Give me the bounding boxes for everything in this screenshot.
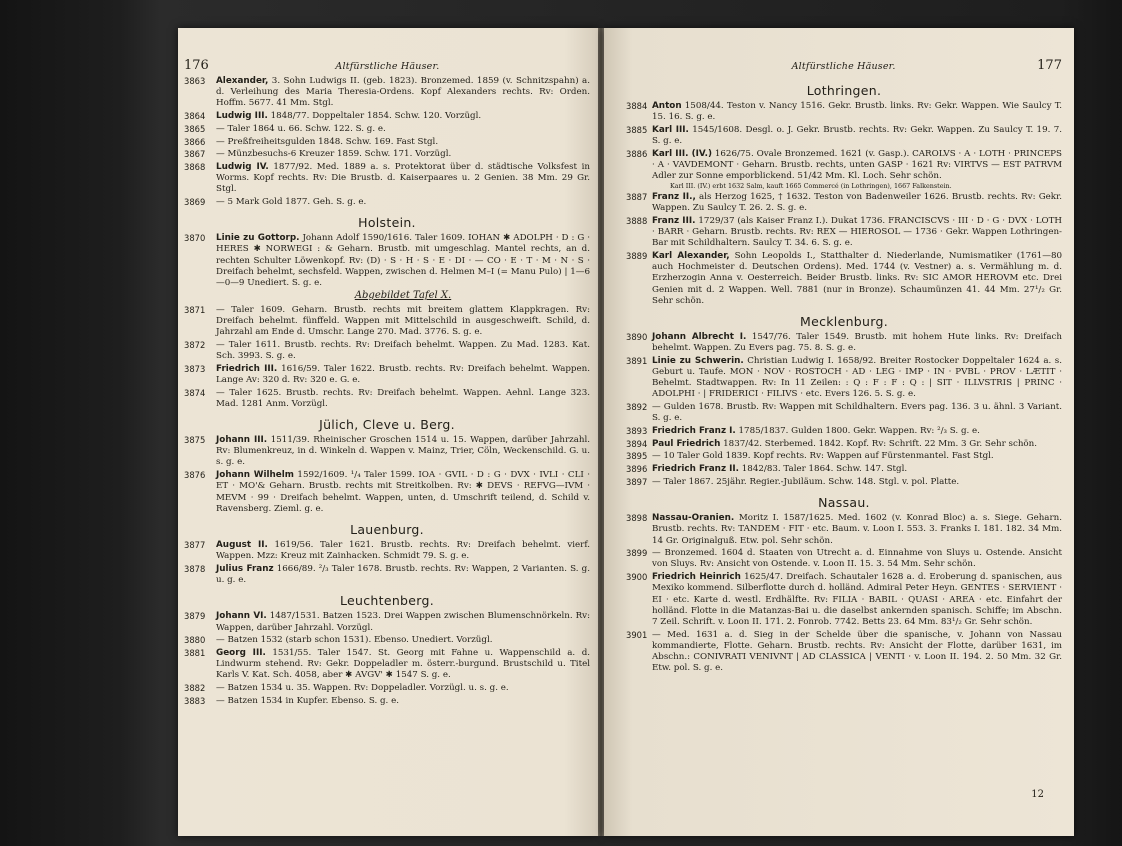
lot-number: 3887 <box>626 191 648 202</box>
catalog-entry <box>626 251 1062 307</box>
catalog-entry <box>184 162 590 196</box>
lot-text: 1626/75. Ovale Bronzemed. 1621 (v. Gasp.). CAROLVS · A · LOTH · PRINCEPS · A · VAVDEMONT · Geharn. Brustb. rechts, unten GASP · 1621 Rv: VIRTVS — EST PATRVM Adler zur Sonne emporblickend. 51/42 Mm. Kl. Loch. Sehr schön. <box>652 148 1062 182</box>
ruler-name: Johann III. <box>216 435 268 446</box>
catalog-entry <box>626 548 1062 570</box>
section-title: Lothringen. <box>806 83 882 98</box>
lot-description <box>652 216 1062 250</box>
lot-description <box>216 305 590 339</box>
lot-text: 1842/83. Taler 1864. Schw. 147. Stgl. <box>741 464 908 475</box>
catalog-entry <box>184 470 590 515</box>
ruler-name: Julius Franz <box>216 563 274 574</box>
lot-number: 3896 <box>626 464 648 475</box>
lot-description <box>652 332 1062 354</box>
lot-number: 3894 <box>626 438 648 449</box>
lot-text: 1592/1609. ¹/₄ Taler 1599. IOA · GVIL · D : G · DVX · IVLI · CLI · ET · MO'& Geharn. Brustb. rechts mit Streitkolben. Rv: ✱ DEVS · REFVG—IVM · MEVM · 99 · Dreifach behelmt. Wappen, unten, d. Umschrift teilend, d. Schild v. Ravensberg. Zieml. g. e. <box>216 470 591 514</box>
lot-description <box>216 696 590 707</box>
lot-number: 3874 <box>184 387 206 398</box>
lot-number: 3863 <box>184 76 206 86</box>
lot-description <box>216 364 590 386</box>
lot-text: — Batzen 1534 u. 35. Wappen. Rv: Doppeladler. Vorzügl. u. s. g. e. <box>216 683 509 694</box>
lot-number: 3872 <box>184 339 206 350</box>
catalog-entry <box>184 197 590 208</box>
section-title: Lauenburg. <box>350 522 424 537</box>
catalog-entry <box>626 149 1062 191</box>
lot-description <box>216 470 590 515</box>
lot-number: 3869 <box>184 197 206 208</box>
lot-number: 3867 <box>184 149 206 160</box>
lot-number: 3878 <box>184 563 206 574</box>
lot-description <box>216 435 590 469</box>
catalog-entry <box>184 540 590 562</box>
lot-text: 1616/59. Taler 1622. Brustb. rechts. Rv: Dreifach behelmt. Wappen. Lange Av: 320 d. Rv: 320 e. G. e. <box>216 363 590 385</box>
catalog-entry <box>184 696 590 707</box>
right-page-body <box>626 83 1062 674</box>
lot-text: 1545/1608. Desgl. o. J. Gekr. Brustb. rechts. Rv: Gekr. Wappen. Zu Saulcy T. 19. 7. S. g. e. <box>652 124 1062 147</box>
lot-text: — Med. 1631 a. d. Sieg in der Schelde über die spanische, v. Johann von Nassau kommandierte, Flotte. Geharn. Brustb. rechts. Rv: Ansicht der Flotte, darüber 1631, im Abschn.: CONIVRATI VENIVNT | AD CLASSICA | VENTI · v. Loon II. 194. 2. 50 Mm. 32 Gr. Etw. pol. S. g. e. <box>652 629 1062 674</box>
lot-text: 1729/37 (als Kaiser Franz I.). Dukat 1736. FRANCISCVS · III · D · G · DVX · LOTH · BARR · Geharn. Brustb. rechts. Rv: REX — HIEROSOL — 1736 · Gekr. Wappen Lothringen-Bar mit Schildhaltern. Saulcy T. 34. 6. S. g. e. <box>652 215 1063 249</box>
lot-number: 3870 <box>184 233 206 244</box>
catalog-entry <box>626 426 1062 437</box>
catalog-entry <box>184 564 590 586</box>
lot-description <box>216 340 590 362</box>
lot-text: — Taler 1867. 25jähr. Regier.-Jubiläum. Schw. 148. Stgl. v. pol. Platte. <box>652 476 960 487</box>
lot-text: 1508/44. Teston v. Nancy 1516. Gekr. Brustb. links. Rv: Gekr. Wappen. Wie Saulcy T. 15. 16. S. g. e. <box>652 101 1062 123</box>
catalog-entry <box>626 630 1062 675</box>
folio-signature: 12 <box>1031 789 1044 800</box>
catalog-entry <box>626 332 1062 354</box>
lot-number: 3882 <box>184 683 206 694</box>
lot-description <box>216 388 590 410</box>
lot-text: — Taler 1625. Brustb. rechts. Rv: Dreifach behelmt. Wappen. Aehnl. Lange 323. Mad. 1281 Anm. Vorzügl. <box>216 387 590 409</box>
catalog-entry <box>184 683 590 694</box>
lot-number: 3873 <box>184 363 206 374</box>
catalog-entry <box>626 477 1062 488</box>
ruler-name: Anton <box>652 101 682 111</box>
ruler-name: Johann Albrecht I. <box>652 331 747 342</box>
lot-number: 3895 <box>626 451 648 462</box>
lot-number: 3876 <box>184 470 206 481</box>
lot-text: 1848/77. Doppeltaler 1854. Schw. 120. Vorzügl. <box>270 111 482 122</box>
lot-description <box>652 149 1062 191</box>
catalog-entry <box>626 216 1062 250</box>
lot-number: 3891 <box>626 355 648 366</box>
lot-text: Moritz I. 1587/1625. Med. 1602 (v. Konrad Bloc) a. s. Siege. Geharn. Brustb. rechts. Rv: TANDEM · FIT · etc. Baum. v. Loon I. 553. 3. Franks I. 181. 182. 34 Mm. 14 Gr. Originalguß. Etw. pol. Sehr schön. <box>652 513 1062 546</box>
lot-number: 3893 <box>626 426 648 437</box>
lot-description <box>216 683 590 694</box>
lot-number: 3871 <box>184 304 206 315</box>
right-running-title: Altfürstliche Häuser. <box>791 61 896 72</box>
catalog-entry <box>626 451 1062 462</box>
lot-text: 1511/39. Rheinischer Groschen 1514 u. 15. Wappen, darüber Jahrzahl. Rv: Blumenkreuz, in d. Winkeln d. Wappen v. Mainz, Trier, Cöln, Weckenschild. G. u. s. g. e. <box>216 435 591 468</box>
lot-description <box>216 233 590 303</box>
lot-number: 3901 <box>626 629 648 640</box>
section-title: Mecklenburg. <box>800 313 888 329</box>
right-running-head <box>626 58 1062 76</box>
lot-description <box>652 513 1062 547</box>
ruler-name: Paul Friedrich <box>652 438 721 449</box>
ruler-name: Ludwig III. <box>216 111 268 122</box>
lot-description <box>652 356 1062 401</box>
lot-number: 3886 <box>626 148 648 159</box>
ruler-name: Franz III. <box>652 215 696 226</box>
catalog-entry <box>184 388 590 410</box>
lot-description <box>216 540 590 562</box>
ruler-name: Nassau-Oranien. <box>652 513 735 524</box>
left-page-body <box>184 76 590 707</box>
ruler-name: Johann VI. <box>216 611 267 622</box>
lot-text: 1619/56. Taler 1621. Brustb. rechts. Rv: Dreifach behelmt. vierf. Wappen. Mzz: Kreuz mit Zainhacken. Schmidt 79. S. g. e. <box>216 540 590 562</box>
catalog-entry <box>184 648 590 682</box>
catalog-entry <box>184 611 590 633</box>
catalog-entry <box>184 233 590 303</box>
lot-text: Johann Adolf 1590/1616. Taler 1609. IOHAN ✱ ADOLPH · D : G · HERES ✱ NORWEGI : & Geharn. Brustb. mit umgeschlag. Mantel rechts, an d. rechten Schulter Löwenkopf. Rv: (D) · S · H · S · E · DI · — CO · E · T · M · N · S · Dreifach behelmt, sechsfeld. Wappen, zwischen d. Helmen M–I (= Manu Pulo) | 1—6—0—9 Unediert. S. g. e. <box>216 233 591 289</box>
lot-text: 1877/92. Med. 1889 a. s. Protektorat über d. städtische Volksfest in Worms. Kopf rechts. Rv: Die Brustb. d. Kaiserpaares u. 2 Genien. 38 Mm. 29 Gr. Stgl. <box>216 161 590 195</box>
lot-text: 1487/1531. Batzen 1523. Drei Wappen zwischen Blumenschnörkeln. Rv: Wappen, darüber Jahrzahl. Vorzügl. <box>216 611 590 633</box>
lot-description <box>216 162 590 196</box>
catalog-entry <box>626 101 1062 123</box>
right-page <box>604 28 1074 836</box>
lot-description <box>652 426 1062 437</box>
lot-description <box>652 125 1062 147</box>
ruler-name: Alexander, <box>216 76 269 86</box>
right-page-number: 177 <box>1037 58 1062 73</box>
ruler-name: Karl Alexander, <box>652 250 730 261</box>
catalog-entry <box>184 111 590 122</box>
ruler-name: Franz II., <box>652 191 696 202</box>
ruler-name: Ludwig IV. <box>216 161 269 172</box>
lot-description <box>216 111 590 122</box>
catalog-entry <box>626 356 1062 401</box>
catalog-entry <box>184 435 590 469</box>
lot-text: 1837/42. Sterbemed. 1842. Kopf. Rv: Schrift. 22 Mm. 3 Gr. Sehr schön. <box>723 438 1038 449</box>
left-page <box>178 28 598 836</box>
lot-number: 3885 <box>626 124 648 135</box>
lot-description <box>216 564 590 586</box>
lot-text: — 5 Mark Gold 1877. Geh. S. g. e. <box>216 197 367 208</box>
catalog-entry <box>184 340 590 362</box>
lot-number: 3866 <box>184 136 206 147</box>
lot-number: 3865 <box>184 123 206 134</box>
catalog-entry <box>626 513 1062 547</box>
lot-description <box>216 137 590 148</box>
ruler-name: August II. <box>216 540 268 550</box>
catalog-entry <box>626 192 1062 214</box>
ruler-name: Friedrich Heinrich <box>652 572 741 583</box>
ruler-name: Johann Wilhelm <box>216 470 294 481</box>
ruler-name: Friedrich III. <box>216 363 278 374</box>
lot-text: — Taler 1611. Brustb. rechts. Rv: Dreifach behelmt. Wappen. Zu Mad. 1283. Kat. Sch. 3993. S. g. e. <box>216 339 590 362</box>
lot-description <box>652 572 1062 628</box>
lot-description <box>652 402 1062 424</box>
lot-text: — Münzbesuchs-6 Kreuzer 1859. Schw. 171. Vorzügl. <box>216 149 452 160</box>
lot-description <box>652 477 1062 488</box>
section-title: Nassau. <box>818 495 870 511</box>
lot-text: 1531/55. Taler 1547. St. Georg mit Fahne u. Wappenschild a. d. Lindwurm stehend. Rv: Gekr. Doppeladler m. österr.-burgund. Brustschild u. Titel Karls V. Kat. Sch. 4058, aber ✱ AVGV' ✱ 1547 S. g. e. <box>216 647 591 681</box>
lot-text: — Batzen 1532 (starb schon 1531). Ebenso. Unediert. Vorzügl. <box>216 635 493 646</box>
catalog-entry <box>626 572 1062 628</box>
lot-number: 3868 <box>184 161 206 172</box>
lot-number: 3892 <box>626 402 648 413</box>
lot-number: 3884 <box>626 101 648 111</box>
catalog-entry <box>184 137 590 148</box>
lot-text: — Batzen 1534 in Kupfer. Ebenso. S. g. e. <box>216 695 399 706</box>
left-running-head <box>184 58 590 76</box>
lot-text: 1666/89. ²/₃ Taler 1678. Brustb. rechts. Rv: Wappen, 2 Varianten. S. g. u. g. e. <box>216 563 591 586</box>
catalog-entry <box>184 305 590 339</box>
lot-description <box>216 197 590 208</box>
lot-description <box>652 101 1062 123</box>
ruler-name: Linie zu Schwerin. <box>652 355 744 366</box>
lot-number: 3890 <box>626 331 648 342</box>
left-running-title: Altfürstliche Häuser. <box>335 61 440 72</box>
ruler-name: Karl III. <box>652 124 689 135</box>
catalog-entry <box>626 464 1062 475</box>
catalog-entry <box>184 149 590 160</box>
ruler-name: Linie zu Gottorp. <box>216 233 300 244</box>
lot-text: 1547/76. Taler 1549. Brustb. mit hohem Hute links. Rv: Dreifach behelmt. Wappen. Zu Evers pag. 75. 8. S. g. e. <box>652 331 1063 354</box>
lot-number: 3880 <box>184 635 206 646</box>
lot-description <box>652 439 1062 450</box>
ruler-name: Friedrich Franz I. <box>652 426 736 437</box>
lot-number: 3864 <box>184 111 206 122</box>
lot-number: 3889 <box>626 250 648 261</box>
lot-text: — Taler 1864 u. 66. Schw. 122. S. g. e. <box>216 123 386 134</box>
lot-number: 3883 <box>184 695 206 706</box>
lot-text: Sohn Leopolds I., Statthalter d. Niederlande, Numismatiker (1761—80 auch Hochmeister d. Deutschen Ordens). Med. 1744 (v. Vestner) a. s. Vermählung m. d. Erzherzogin Anna v. Oesterreich. Beider Brustb. links. Rv: SIC AMOR HEROVM etc. Drei Genien mit d. 2 Wappen. Well. 7881 (nur in Bronze). Schaumünzen 41. 44 Mm. 27¹/₂ Gr. Sehr schön. <box>652 250 1062 306</box>
lot-text: 1785/1837. Gulden 1800. Gekr. Wappen. Rv: ²/₃ S. g. e. <box>738 426 980 437</box>
catalog-entry <box>626 402 1062 424</box>
lot-description <box>216 635 590 646</box>
ruler-name: Friedrich Franz II. <box>652 464 740 475</box>
lot-number: 3898 <box>626 513 648 524</box>
left-page-number: 176 <box>184 58 209 73</box>
catalog-entry <box>184 124 590 135</box>
section-title: Leuchtenberg. <box>339 593 435 609</box>
lot-description <box>652 451 1062 462</box>
catalog-entry <box>626 125 1062 147</box>
lot-text: — Gulden 1678. Brustb. Rv: Wappen mit Schildhaltern. Evers pag. 136. 3 u. ähnl. 3 Variant. S. g. e. <box>652 402 1062 424</box>
lot-text: Christian Ludwig I. 1658/92. Breiter Rostocker Doppeltaler 1624 a. s. Geburt u. Taufe. MON · NOV · ROSTOCH · AD · LEG · IMP · IN · PVBL · PROV · LÆTIT · Behelmt. Stadtwappen. Rv: In 11 Zeilen: : Q : F : F : Q : | SIT · ILLVSTRIS | PRINC · ADOLPHI · | FRIDERICI · FILIVS · etc. Evers 126. 5. S. g. e. <box>652 355 1062 400</box>
lot-text: — Preßfreiheitsgulden 1848. Schw. 169. Fast Stgl. <box>216 136 439 147</box>
lot-description <box>216 648 590 682</box>
lot-description <box>216 124 590 135</box>
lot-text: — Taler 1609. Geharn. Brustb. rechts mit breitem glattem Klappkragen. Rv: Dreifach behelmt. fünffeld. Wappen mit Mittelschild in ausgeschweift. Schild, d. Jahrzahl am Ende d. Umschr. Lange 270. Mad. 3776. S. g. e. <box>216 304 590 338</box>
lot-description <box>652 464 1062 475</box>
lot-number: 3881 <box>184 647 206 658</box>
catalog-entry <box>184 635 590 646</box>
lot-number: 3900 <box>626 572 648 583</box>
lot-description <box>652 630 1062 675</box>
lot-description <box>216 76 590 110</box>
catalog-entry <box>184 364 590 386</box>
lot-number: 3879 <box>184 611 206 622</box>
plate-reference: Abgebildet Tafel X. <box>354 290 452 302</box>
lot-number: 3875 <box>184 435 206 446</box>
lot-description <box>216 611 590 633</box>
section-title: Holstein. <box>358 215 416 231</box>
section-title: Jülich, Cleve u. Berg. <box>319 417 455 433</box>
lot-text: 1625/47. Dreifach. Schautaler 1628 a. d. Eroberung d. spanischen, aus Mexiko kommend. Silberflotte durch d. holländ. Admiral Peter Heyn. GENTES · SERVIENT · EI · etc. Karte d. westl. Erdhälfte. Rv: FILIA · BABIL · QUASI · AREA · etc. Einfahrt der holländ. Flotte in die Matanzas-Bai u. die daselbst ankernden spanisch. Schiffe; im Abschn. 7 Zeil. Schrift. v. Loon II. 171. 2. Fonrob. 7742. Betts 23. 64 Mm. 83¹/₂ Gr. Sehr schön. <box>652 572 1062 627</box>
lot-number: 3899 <box>626 548 648 559</box>
catalog-entry <box>626 439 1062 450</box>
lot-description <box>652 192 1062 214</box>
lot-number: 3897 <box>626 476 648 487</box>
lot-text: 3. Sohn Ludwigs II. (geb. 1823). Bronzemed. 1859 (v. Schnitzspahn) a. d. Verleihung des Maria Theresia-Ordens. Kopf Alexanders rechts. Rv: Orden. Hoffm. 5677. 41 Mm. Stgl. <box>216 76 590 109</box>
lot-description <box>216 149 590 160</box>
footnote: Karl III. (IV.) erbt 1632 Salm, kauft 1665 Commercé (in Lothringen), 1667 Falkenstein. <box>670 182 952 191</box>
lot-number: 3888 <box>626 215 648 226</box>
lot-number: 3877 <box>184 540 206 550</box>
catalog-entry <box>184 76 590 110</box>
ruler-name: Karl III. (IV.) <box>652 148 712 159</box>
ruler-name: Georg III. <box>216 647 266 658</box>
lot-description <box>652 548 1062 570</box>
lot-text: als Herzog 1625, † 1632. Teston von Badenweiler 1626. Brustb. rechts. Rv: Gekr. Wappen. Zu Saulcy T. 26. 2. S. g. e. <box>652 191 1062 214</box>
lot-text: — 10 Taler Gold 1839. Kopf rechts. Rv: Wappen auf Fürstenmantel. Fast Stgl. <box>652 451 994 462</box>
lot-description <box>652 251 1062 307</box>
lot-text: — Bronzemed. 1604 d. Staaten von Utrecht a. d. Einnahme von Sluys u. Ostende. Ansicht von Sluys. Rv: Ansicht von Ostende. v. Loon II. 15. 3. 54 Mm. Sehr schön. <box>652 548 1062 570</box>
